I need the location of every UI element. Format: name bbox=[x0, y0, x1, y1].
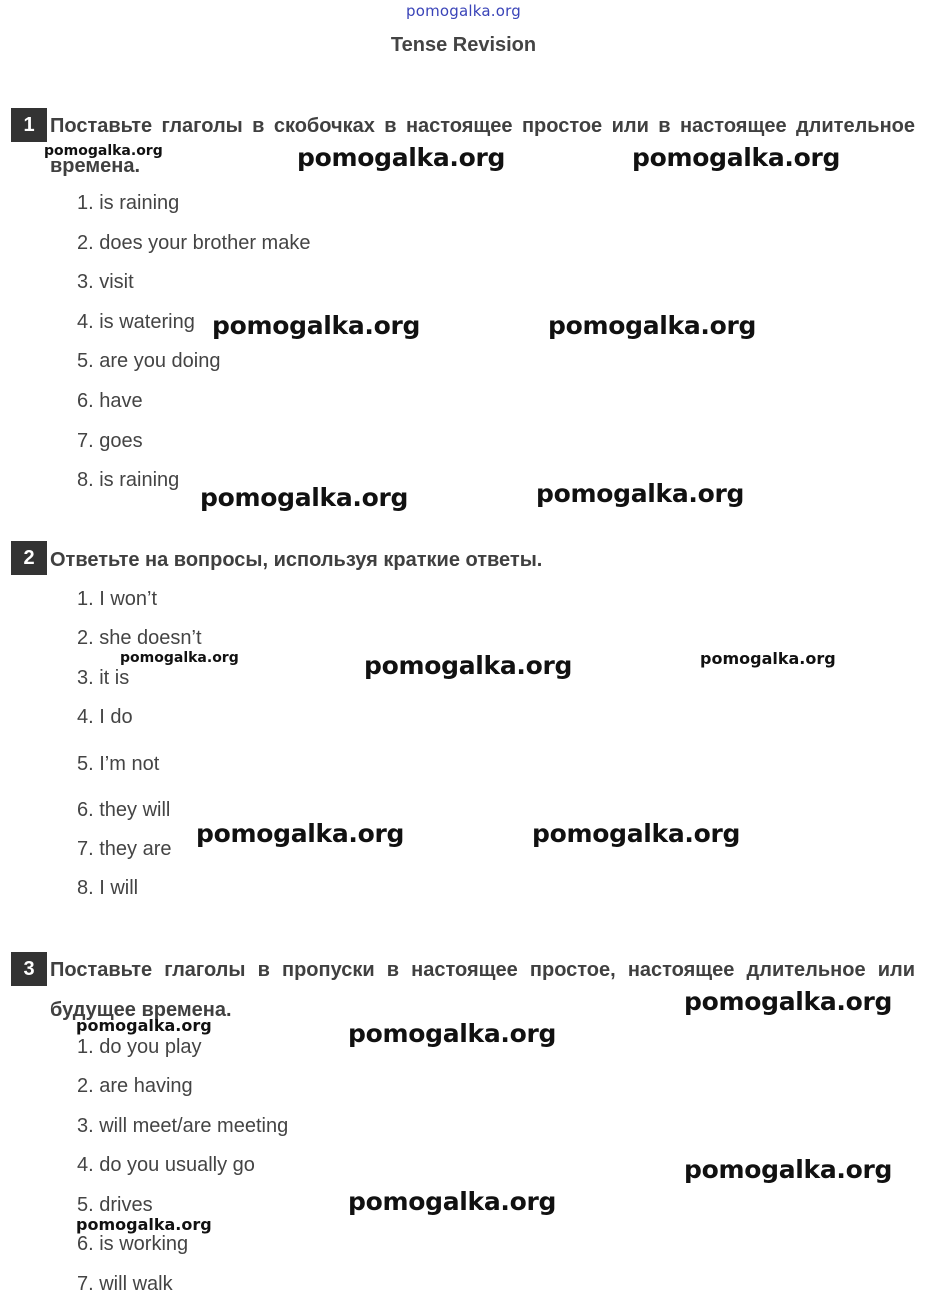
exercise-2-answer-2: 2. she doesn’t bbox=[77, 627, 202, 649]
exercise-1-number: 1 bbox=[11, 108, 47, 142]
watermark: pomogalka.org bbox=[684, 987, 893, 1016]
exercise-1-answer-1: 1. is raining bbox=[77, 192, 180, 214]
exercise-1-instruction: Поставьте глаголы в скобочках в настоящее простое или в настоящее длительное времена. bbox=[50, 115, 915, 177]
exercise-1-answer-5: 5. are you doing bbox=[77, 350, 221, 372]
watermark: pomogalka.org bbox=[76, 1215, 212, 1234]
site-header-link[interactable]: pomogalka.org bbox=[406, 2, 521, 20]
exercise-2-answer-7: 7. they are bbox=[77, 838, 172, 860]
watermark: pomogalka.org bbox=[200, 483, 409, 512]
exercise-3-answer-5: 5. drives bbox=[77, 1194, 153, 1216]
watermark: pomogalka.org bbox=[700, 649, 836, 668]
watermark: pomogalka.org bbox=[212, 311, 421, 340]
exercise-2-answer-6: 6. they will bbox=[77, 799, 171, 821]
exercise-3-answer-6: 6. is working bbox=[77, 1233, 189, 1255]
exercise-2-answer-8: 8. I will bbox=[77, 877, 139, 899]
exercise-2-answer-5: 5. I’m not bbox=[77, 753, 160, 775]
exercise-1-answer-6: 6. have bbox=[77, 390, 143, 412]
exercise-1-answer-8: 8. is raining bbox=[77, 469, 180, 491]
page-title: Tense Revision bbox=[390, 34, 537, 56]
exercise-3-answer-7: 7. will walk bbox=[77, 1273, 173, 1295]
watermark: pomogalka.org bbox=[76, 1016, 212, 1035]
exercise-1-answer-2: 2. does your brother make bbox=[77, 232, 311, 254]
exercise-2-number: 2 bbox=[11, 541, 47, 575]
exercise-2-instruction: Ответьте на вопросы, используя краткие ответы. bbox=[50, 549, 543, 571]
exercise-3-answer-3: 3. will meet/are meeting bbox=[77, 1115, 289, 1137]
watermark: pomogalka.org bbox=[348, 1187, 557, 1216]
watermark: pomogalka.org bbox=[44, 143, 163, 159]
watermark: pomogalka.org bbox=[120, 650, 239, 666]
exercise-3-number: 3 bbox=[11, 952, 47, 986]
watermark: pomogalka.org bbox=[364, 651, 573, 680]
watermark: pomogalka.org bbox=[632, 143, 841, 172]
watermark: pomogalka.org bbox=[548, 311, 757, 340]
exercise-3-answer-4: 4. do you usually go bbox=[77, 1154, 255, 1176]
exercise-1-answer-4: 4. is watering bbox=[77, 311, 195, 333]
watermark: pomogalka.org bbox=[297, 143, 506, 172]
exercise-3-answer-1: 1. do you play bbox=[77, 1036, 202, 1058]
exercise-1-answer-7: 7. goes bbox=[77, 430, 143, 452]
exercise-2-answer-4: 4. I do bbox=[77, 706, 133, 728]
watermark: pomogalka.org bbox=[532, 819, 741, 848]
exercise-3-answer-2: 2. are having bbox=[77, 1075, 193, 1097]
watermark: pomogalka.org bbox=[348, 1019, 557, 1048]
exercise-1-answer-3: 3. visit bbox=[77, 271, 134, 293]
exercise-3-instruction: Поставьте глаголы в пропуски в настоящее простое, настоящее длительное или будущее времена. bbox=[50, 959, 915, 1021]
watermark: pomogalka.org bbox=[684, 1155, 893, 1184]
exercise-2-answer-3: 3. it is bbox=[77, 667, 130, 689]
watermark: pomogalka.org bbox=[196, 819, 405, 848]
watermark: pomogalka.org bbox=[536, 479, 745, 508]
exercise-2-answer-1: 1. I won’t bbox=[77, 588, 158, 610]
